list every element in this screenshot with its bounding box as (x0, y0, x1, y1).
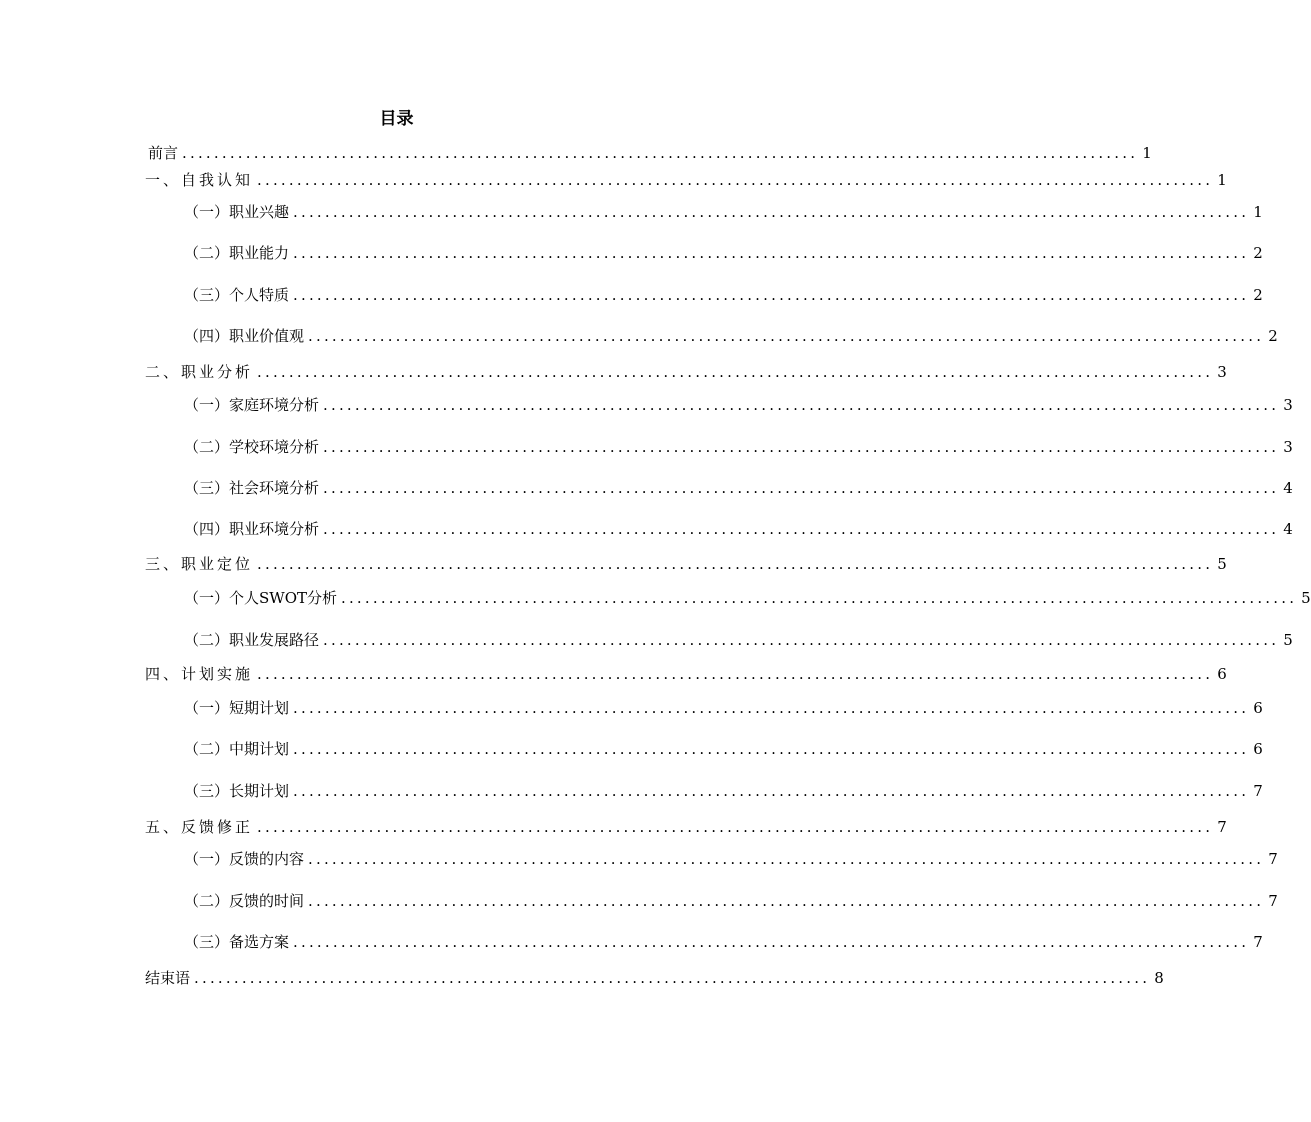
toc-entry[interactable] (148, 142, 1152, 164)
toc-leader-dots: ........................................................................................................................ (308, 892, 1265, 910)
toc-leader-dots: ........................................................................................................................ (293, 933, 1250, 951)
toc-entry[interactable] (145, 663, 1227, 685)
toc-entry-label: 结束语 (145, 969, 191, 987)
toc-page-number: 3 (1217, 363, 1227, 381)
toc-entry[interactable] (184, 931, 1263, 953)
toc-leader-dots: ........................................................................................................................ (293, 244, 1250, 262)
toc-page-number: 8 (1154, 969, 1164, 987)
toc-leader-dots: ........................................................................................................................ (323, 631, 1280, 649)
toc-entry-label: （三）个人特质 (184, 286, 290, 304)
toc-leader-dots: ........................................................................................................................ (194, 969, 1151, 987)
toc-leader-dots: ........................................................................................................................ (293, 286, 1250, 304)
toc-page-number: 4 (1283, 520, 1293, 538)
toc-entry[interactable] (184, 890, 1278, 912)
toc-page-number: 6 (1253, 740, 1263, 758)
toc-page-number: 5 (1301, 589, 1311, 607)
toc-page-number: 1 (1142, 144, 1152, 162)
toc-entry-label: （三）社会环境分析 (184, 479, 320, 497)
toc-entry[interactable] (184, 848, 1278, 870)
toc-leader-dots: ........................................................................................................................ (257, 665, 1214, 683)
toc-entry[interactable] (184, 284, 1263, 306)
toc-entry-label: （三）备选方案 (184, 933, 290, 951)
toc-page-number: 5 (1217, 555, 1227, 573)
toc-entry-label: （二）中期计划 (184, 740, 290, 758)
toc-leader-dots: ........................................................................................................................ (182, 144, 1139, 162)
toc-entry-label: 五、反馈修正 (145, 818, 254, 836)
toc-entry[interactable] (184, 587, 1311, 609)
toc-page-number: 7 (1253, 933, 1263, 951)
toc-entry[interactable] (145, 361, 1227, 383)
toc-page-number: 3 (1283, 396, 1293, 414)
toc-page-number: 1 (1253, 203, 1263, 221)
toc-entry[interactable] (184, 242, 1263, 264)
toc-leader-dots: ........................................................................................................................ (323, 438, 1280, 456)
toc-entry-label: （一）家庭环境分析 (184, 396, 320, 414)
toc-page-number: 7 (1268, 850, 1278, 868)
toc-entry-label: （一）短期计划 (184, 699, 290, 717)
toc-leader-dots: ........................................................................................................................ (257, 363, 1214, 381)
toc-entry-label: （四）职业环境分析 (184, 520, 320, 538)
toc-entry-label: （一）职业兴趣 (184, 203, 290, 221)
toc-entry-label: （二）职业发展路径 (184, 631, 320, 649)
toc-entry-label: （一）反馈的内容 (184, 850, 305, 868)
toc-leader-dots: ........................................................................................................................ (257, 555, 1214, 573)
toc-entry-label: 二、职业分析 (145, 363, 254, 381)
toc-entry[interactable] (145, 816, 1227, 838)
toc-page-number: 2 (1253, 286, 1263, 304)
toc-leader-dots: ........................................................................................................................ (293, 740, 1250, 758)
toc-leader-dots: ........................................................................................................................ (257, 818, 1214, 836)
toc-entry[interactable] (184, 518, 1293, 540)
toc-entry-label: （二）职业能力 (184, 244, 290, 262)
toc-page-number: 7 (1217, 818, 1227, 836)
toc-entry-label: 一、自我认知 (145, 171, 254, 189)
toc-leader-dots: ........................................................................................................................ (257, 171, 1214, 189)
toc-page-number: 2 (1253, 244, 1263, 262)
toc-entry[interactable] (184, 394, 1293, 416)
toc-page-number: 2 (1268, 327, 1278, 345)
toc-page-number: 4 (1283, 479, 1293, 497)
toc-leader-dots: ........................................................................................................................ (323, 396, 1280, 414)
toc-page-number: 6 (1217, 665, 1227, 683)
toc-entry-label: （二）反馈的时间 (184, 892, 305, 910)
toc-entry-label: （一）个人SWOT分析 (184, 589, 337, 607)
toc-page-number: 7 (1253, 782, 1263, 800)
toc-leader-dots: ........................................................................................................................ (341, 589, 1298, 607)
toc-entry[interactable] (184, 477, 1293, 499)
toc-page-number: 5 (1283, 631, 1293, 649)
toc-leader-dots: ........................................................................................................................ (308, 850, 1265, 868)
toc-leader-dots: ........................................................................................................................ (293, 203, 1250, 221)
toc-entry[interactable] (184, 697, 1263, 719)
toc-entry[interactable] (184, 629, 1293, 651)
toc-entry-label: 前言 (148, 144, 179, 162)
toc-entry[interactable] (184, 325, 1278, 347)
toc-leader-dots: ........................................................................................................................ (323, 479, 1280, 497)
toc-entry[interactable] (145, 169, 1227, 191)
toc-entry-label: （三）长期计划 (184, 782, 290, 800)
toc-entry[interactable] (184, 436, 1293, 458)
toc-page-number: 1 (1217, 171, 1227, 189)
toc-page-number: 6 (1253, 699, 1263, 717)
toc-leader-dots: ........................................................................................................................ (293, 699, 1250, 717)
toc-leader-dots: ........................................................................................................................ (308, 327, 1265, 345)
toc-title: 目录 (379, 109, 414, 129)
toc-entry[interactable] (184, 738, 1263, 760)
toc-page-number: 3 (1283, 438, 1293, 456)
toc-leader-dots: ........................................................................................................................ (323, 520, 1280, 538)
toc-entry[interactable] (145, 967, 1164, 989)
toc-entry-label: （四）职业价值观 (184, 327, 305, 345)
toc-entry-label: （二）学校环境分析 (184, 438, 320, 456)
toc-entry[interactable] (184, 201, 1263, 223)
toc-leader-dots: ........................................................................................................................ (293, 782, 1250, 800)
toc-entry[interactable] (145, 553, 1227, 575)
toc-page-number: 7 (1268, 892, 1278, 910)
toc-entry[interactable] (184, 780, 1263, 802)
toc-entry-label: 四、计划实施 (145, 665, 254, 683)
toc-entry-label: 三、职业定位 (145, 555, 254, 573)
